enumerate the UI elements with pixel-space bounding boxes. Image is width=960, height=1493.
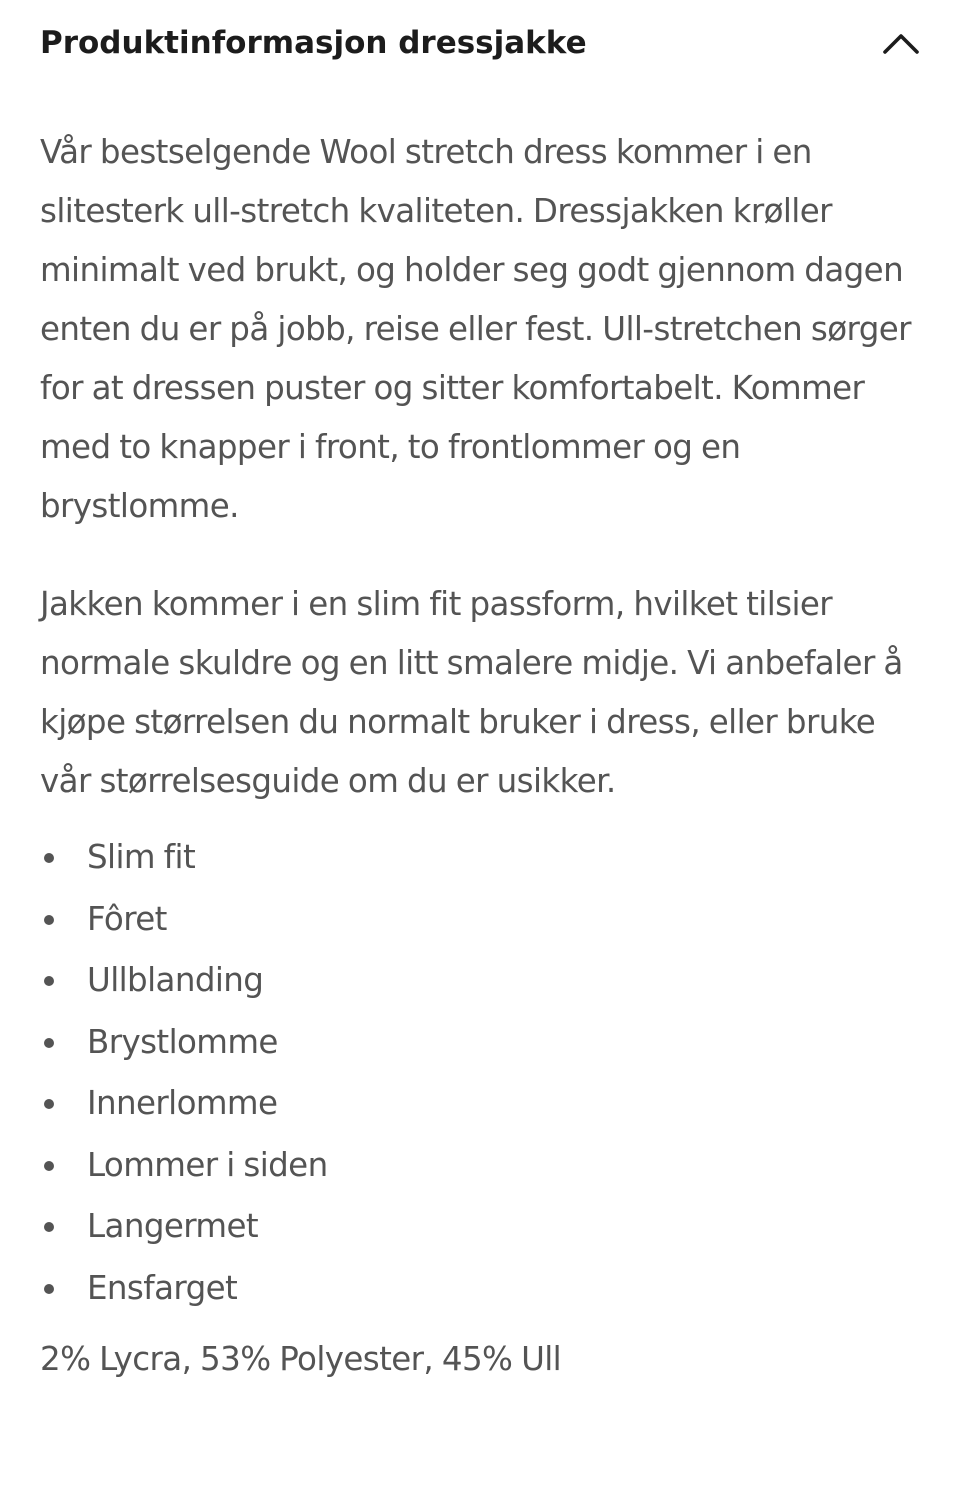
feature-item — [40, 1012, 930, 1074]
bullet-icon — [44, 853, 54, 863]
bullet-icon — [44, 976, 54, 986]
feature-item — [40, 950, 930, 1012]
bullet-icon — [44, 915, 54, 925]
feature-label: Lommer i siden — [87, 1145, 328, 1184]
feature-label: Ensfarget — [87, 1268, 238, 1307]
feature-label: Langermet — [87, 1207, 259, 1245]
feature-label: Slim fit — [87, 838, 196, 876]
feature-item — [40, 1258, 930, 1320]
feature-label: Fôret — [87, 899, 167, 938]
feature-item — [40, 1073, 930, 1135]
description-paragraph: Vår bestselgende Wool stretch dress kommer i en slitesterk ull-stretch kvaliteten. Dressjakken krøller minimalt ved brukt, og holder seg godt gjennom dagen enten du er på jobb, reise eller fest. Ull-stretchen sørger for at dressen puster og sitter komfortabelt. Kommer med to knapper i front, to frontlommer og en brystlomme. — [40, 133, 911, 525]
feature-label: Innerlomme — [87, 1084, 278, 1122]
feature-item — [40, 1196, 930, 1258]
feature-item — [40, 1135, 930, 1197]
feature-label: Ullblanding — [87, 961, 264, 999]
accordion-title: Produktinformasjon dressjakke — [40, 25, 587, 61]
feature-label: Brystlomme — [87, 1022, 278, 1061]
bullet-icon — [44, 1099, 54, 1109]
feature-list — [40, 827, 930, 1319]
collapse-toggle-button[interactable] — [872, 18, 928, 68]
feature-item — [40, 827, 930, 889]
feature-item — [40, 889, 930, 951]
accordion-content — [40, 123, 930, 1389]
fit-paragraph: Jakken kommer i en slim fit passform, hvilket tilsier normale skuldre og en litt smalere midje. Vi anbefaler å kjøpe størrelsen du normalt bruker i dress, eller bruke vår størrelsesguide om du er usikker. — [40, 585, 903, 800]
bullet-icon — [44, 1284, 54, 1294]
bullet-icon — [44, 1161, 54, 1171]
chevron-up-icon — [872, 18, 928, 68]
bullet-icon — [44, 1222, 54, 1232]
accordion-header[interactable] — [0, 0, 960, 90]
material-composition: 2% Lycra, 53% Polyester, 45% Ull — [40, 1340, 562, 1378]
bullet-icon — [44, 1038, 54, 1048]
